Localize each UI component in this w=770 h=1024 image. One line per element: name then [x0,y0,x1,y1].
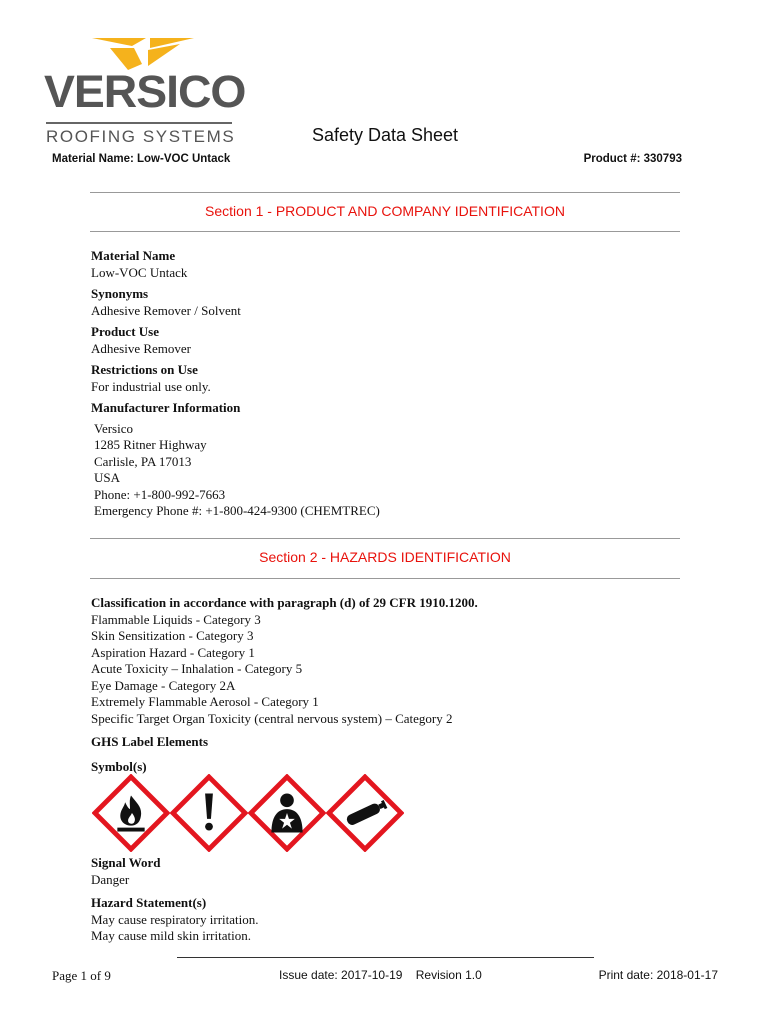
classification-item: Eye Damage - Category 2A [91,677,236,693]
hazard-statement: May cause mild skin irritation. [91,928,251,943]
classification-item: Aspiration Hazard - Category 1 [91,644,255,660]
manufacturer-address [91,421,380,520]
manufacturer-line: Versico [94,420,133,436]
manufacturer-line: USA [94,470,121,485]
material-name-value: Low-VOC Untack [91,264,188,280]
section-2-heading: Section 2 - HAZARDS IDENTIFICATION [259,549,511,565]
classification-item: Specific Target Organ Toxicity (central nervous system) – Category 2 [91,710,453,726]
synonyms-label: Synonyms [91,286,149,301]
manufacturer-line: Carlisle, PA 17013 [94,453,192,469]
symbols-label: Symbol(s) [91,758,147,774]
logo-subtitle: ROOFING SYSTEMS [46,127,236,146]
classification-label: Classification in accordance with paragraph (d) of 29 CFR 1910.1200. [91,595,478,610]
versico-logo [44,36,246,146]
ghs-label-elements: GHS Label Elements [91,734,209,749]
material-name-header: Material Name: Low-VOC Untack [52,153,231,165]
restrictions-label: Restrictions on Use [91,362,198,377]
restrictions-value: For industrial use only. [91,378,211,394]
logo-divider [46,122,232,124]
divider [90,538,680,539]
page-number: Page 1 of 9 [52,968,111,983]
classification-item: Skin Sensitization - Category 3 [91,628,254,643]
gas-cylinder-icon [326,774,404,852]
divider [90,578,680,579]
section-1-heading: Section 1 - PRODUCT AND COMPANY IDENTIFICATION [205,203,565,219]
product-number: Product #: 330793 [583,153,682,165]
divider [90,231,680,232]
footer-divider [177,957,594,958]
product-use-label: Product Use [91,324,160,339]
issue-date: Issue date: 2017-10-19 Revision 1.0 [279,968,482,982]
section-1-content [91,248,380,520]
section-2-classification [91,595,478,775]
document-title: Safety Data Sheet [311,125,459,145]
signal-word-label: Signal Word [91,855,161,870]
synonyms-value: Adhesive Remover / Solvent [91,302,241,318]
signal-word-value: Danger [91,871,130,887]
classification-item: Flammable Liquids - Category 3 [91,611,261,627]
section-2-signal [91,855,259,945]
print-date: Print date: 2018-01-17 [598,968,718,982]
hazard-statement: May cause respiratory irritation. [91,911,259,927]
health-hazard-icon [248,774,326,852]
flame-icon [92,774,170,852]
product-use-value: Adhesive Remover [91,340,192,356]
manufacturer-phone: Phone: +1-800-992-7663 [94,486,226,502]
emergency-phone: Emergency Phone #: +1-800-424-9300 (CHEMTREC) [94,503,380,518]
exclamation-icon [170,774,248,852]
manufacturer-label: Manufacturer Information [91,400,241,415]
hazard-statements-label: Hazard Statement(s) [91,895,207,910]
divider [90,192,680,193]
material-name-label: Material Name [91,248,176,263]
logo-wordmark: VERSICO [44,66,246,117]
classification-item: Extremely Flammable Aerosol - Category 1 [91,694,319,709]
manufacturer-line: 1285 Ritner Highway [94,437,207,452]
classification-item: Acute Toxicity – Inhalation - Category 5 [91,661,303,676]
